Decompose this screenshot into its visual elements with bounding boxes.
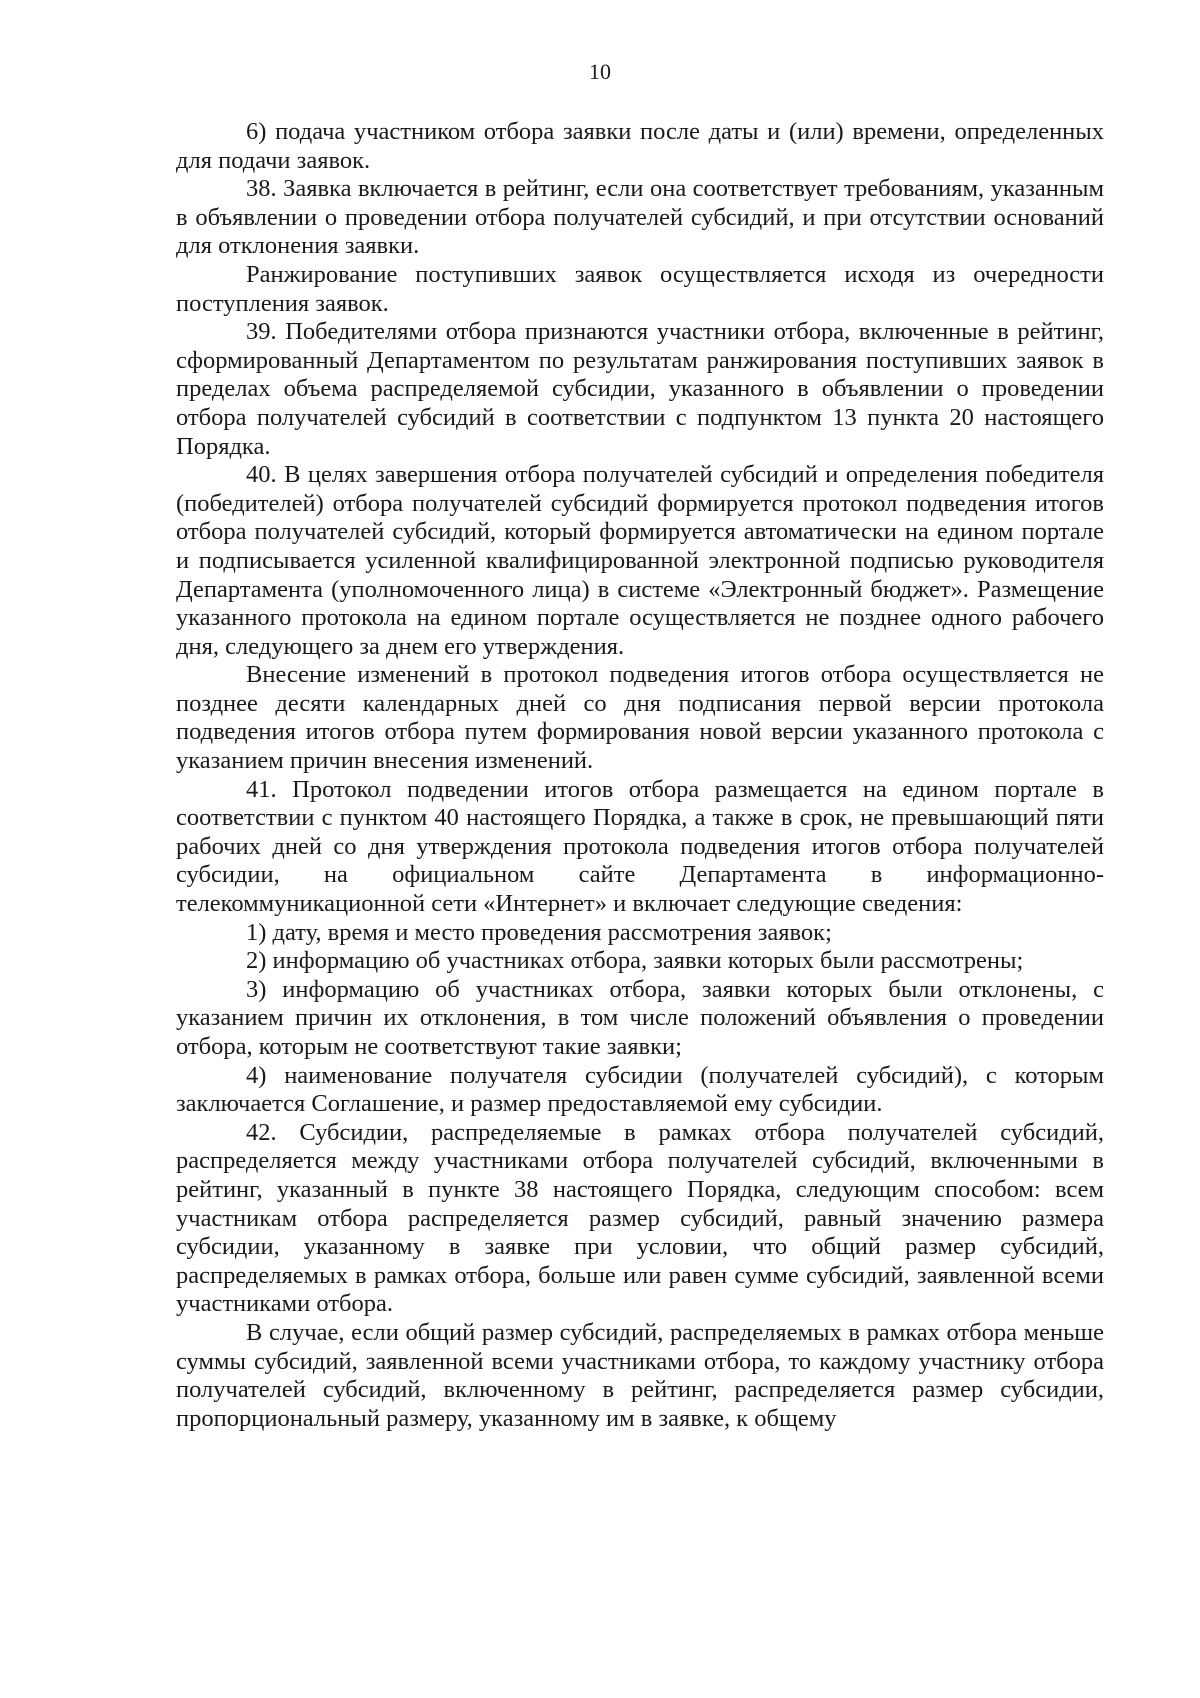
paragraph-39-winners: 39. Победителями отбора признаются участники отбора, включенные в рейтинг, сформированный Департаментом по результатам ранжирования поступивших заявок в пределах объема распределяемой субсидии, указанного в объявлении о проведении отбора получателей субсидий в соответствии с подпунктом 13 пункта 20 настоящего Порядка.	[176, 318, 1104, 460]
list-item-3: 3) информацию об участниках отбора, заявки которых были отклонены, с указанием причин их отклонения, в том числе положений объявления о проведении отбора, которым не соответствуют такие заявки;	[176, 975, 1104, 1060]
paragraph-41-publication: 41. Протокол подведении итогов отбора размещается на едином портале в соответствии с пунктом 40 настоящего Порядка, а также в срок, не превышающий пяти рабочих дней со дня утверждения протокола подведения итогов отбора получателей субсидии, на официальном сайте Департамента в информационно-телекоммуникационной сети «Интернет» и включает следующие сведения:	[176, 775, 1104, 918]
paragraph-proportional: В случае, если общий размер субсидий, распределяемых в рамках отбора меньше суммы субсидий, заявленной всеми участниками отбора, то каждому участнику отбора получателей субсидий, включенному в рейтинг, распределяется размер субсидии, пропорциональный размеру, указанному им в заявке, к общему	[176, 1318, 1104, 1432]
paragraph-42-distribution: 42. Субсидии, распределяемые в рамках отбора получателей субсидий, распределяется между участниками отбора получателей субсидий, включенными в рейтинг, указанный в пункте 38 настоящего Порядка, следующим способом: всем участникам отбора распределяется размер субсидий, равный значению размера субсидии, указанному в заявке при условии, что общий размер субсидий, распределяемых в рамках отбора, больше или равен сумме субсидий, заявленной всеми участниками отбора.	[176, 1118, 1104, 1318]
paragraph-38-rating: 38. Заявка включается в рейтинг, если она соответствует требованиям, указанным в объявлении о проведении отбора получателей субсидий, и при отсутствии оснований для отклонения заявки.	[176, 175, 1104, 260]
paragraph-protocol-changes: Внесение изменений в протокол подведения итогов отбора осуществляется не позднее десяти календарных дней со дня подписания первой версии протокола подведения итогов отбора путем формирования новой версии указанного протокола с указанием причин внесения изменений.	[176, 661, 1104, 775]
paragraph-40-protocol: 40. В целях завершения отбора получателей субсидий и определения победителя (победителей) отбора получателей субсидий формируется протокол подведения итогов отбора получателей субсидий, который формируется автоматически на едином портале и подписывается усиленной квалифицированной электронной подписью руководителя Департамента (уполномоченного лица) в системе «Электронный бюджет». Размещение указанного протокола на едином портале осуществляется не позднее одного рабочего дня, следующего за днем его утверждения.	[176, 461, 1104, 660]
paragraph-ranking: Ранжирование поступивших заявок осуществляется исходя из очередности поступления заявок.	[176, 260, 1104, 317]
page-number: 10	[589, 59, 611, 84]
paragraph-6-submission-late: 6) подача участником отбора заявки после даты и (или) времени, определенных для подачи заявок.	[176, 118, 1104, 174]
document-body	[176, 118, 1104, 1433]
list-item-2: 2) информацию об участниках отбора, заявки которых были рассмотрены;	[246, 947, 1024, 975]
list-item-1: 1) дату, время и место проведения рассмотрения заявок;	[246, 918, 832, 946]
list-item-4: 4) наименование получателя субсидии (получателей субсидий), с которым заключается Соглашение, и размер предоставляемой ему субсидии.	[176, 1061, 1104, 1118]
